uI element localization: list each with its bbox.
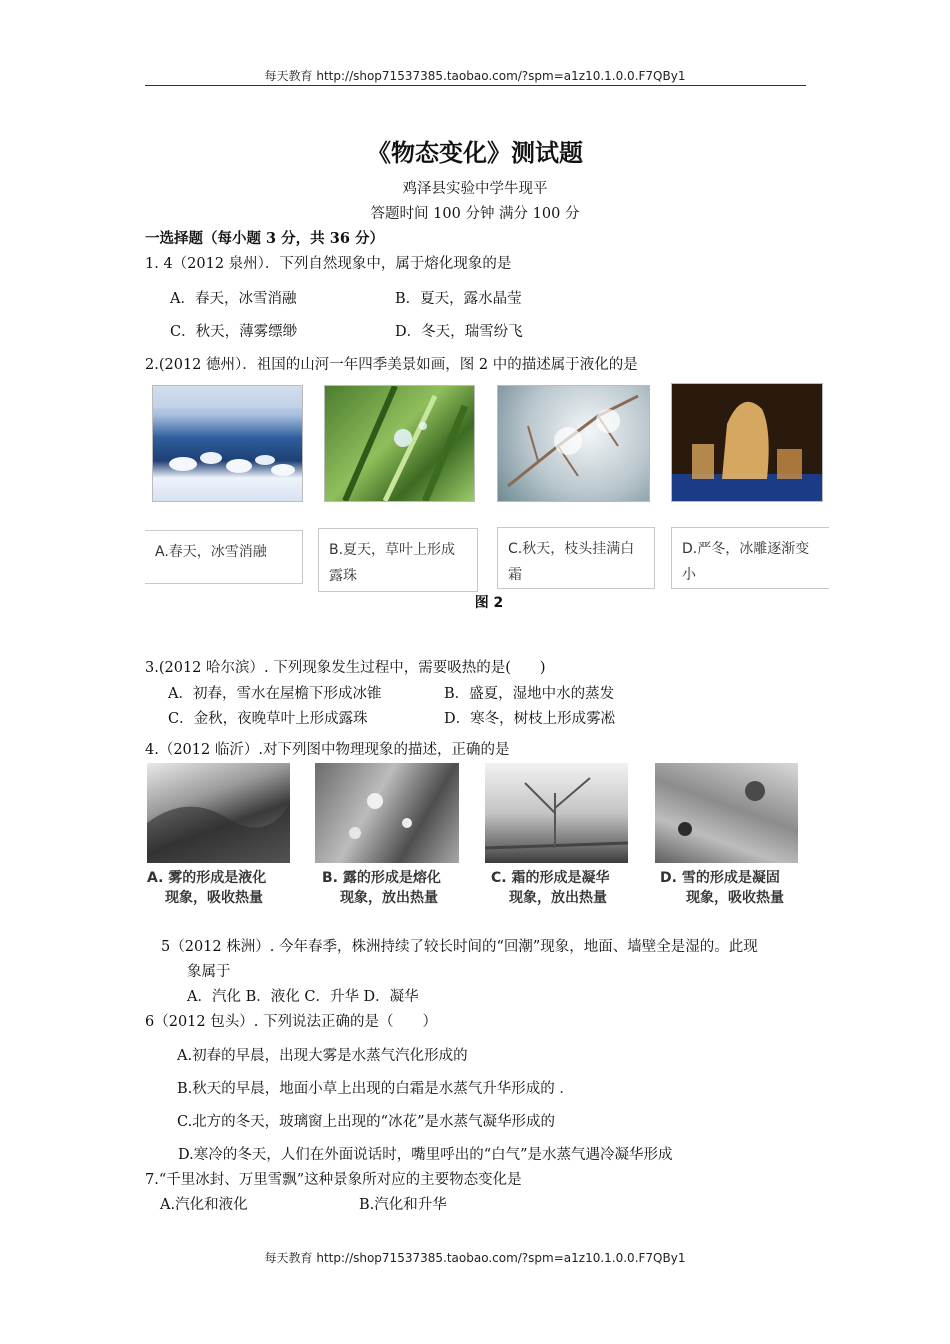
q6-option-d: D.寒冷的冬天，人们在外面说话时，嘴里呼出的“白气”是水蒸气遇冷凝华形成 xyxy=(178,1147,673,1163)
q6-stem: 6（2012 包头）. 下列说法正确的是（ ） xyxy=(145,1014,437,1030)
q7-option-a: A.汽化和液化 xyxy=(160,1197,248,1213)
q1-option-c: C．秋天，薄雾缥缈 xyxy=(170,324,298,340)
q4-caption-a-line1: A. 雾的形成是液化 xyxy=(147,870,267,886)
q2-caption-b: B.夏天，草叶上形成露珠 xyxy=(318,528,478,592)
q2-photo-snow-melting xyxy=(152,385,303,502)
q4-stem: 4.（2012 临沂）.对下列图中物理现象的描述，正确的是 xyxy=(145,742,510,758)
q3-option-d: D．寒冬，树枝上形成雾凇 xyxy=(444,711,616,727)
q6-option-a: A.初春的早晨，出现大雾是水蒸气汽化形成的 xyxy=(177,1048,468,1064)
q1-option-a: A．春天，冰雪消融 xyxy=(170,291,297,307)
q4-caption-b-line2: 现象，放出热量 xyxy=(340,890,438,906)
q1-stem: 1. 4（2012 泉州）．下列自然现象中，属于熔化现象的是 xyxy=(145,256,512,272)
q4-caption-b xyxy=(322,868,472,908)
section-heading: 一选择题（每小题 3 分，共 36 分） xyxy=(145,230,384,247)
q6-option-b: B.秋天的早晨，地面小草上出现的白霜是水蒸气升华形成的 ． xyxy=(177,1081,574,1097)
page-footer: 每天教育 http://shop71537385.taobao.com/?spm=a1z10.1.0.0.F7QBy1 xyxy=(264,1251,686,1265)
q3-option-a: A．初春，雪水在屋檐下形成冰锥 xyxy=(168,686,382,702)
q4-caption-b-line1: B. 露的形成是熔化 xyxy=(322,870,441,886)
q2-caption-c: C.秋天，枝头挂满白霜 xyxy=(497,527,655,589)
q5-stem-line2: 象属于 xyxy=(187,964,231,980)
q6-option-c: C.北方的冬天，玻璃窗上出现的“冰花”是水蒸气凝华形成的 xyxy=(177,1114,556,1130)
q3-stem: 3.(2012 哈尔滨）. 下列现象发生过程中，需要吸热的是( ) xyxy=(145,660,546,676)
exam-meta: 答题时间 100 分钟 满分 100 分 xyxy=(370,206,580,222)
q2-photo-ice-sculpture xyxy=(671,383,823,502)
header-rule xyxy=(145,85,806,86)
q7-stem: 7.“千里冰封、万里雪飘”这种景象所对应的主要物态变化是 xyxy=(145,1172,522,1188)
q4-caption-a xyxy=(147,868,297,908)
q2-caption-d: D.严冬，冰雕逐渐变小 xyxy=(671,527,829,589)
q1-option-d: D．冬天，瑞雪纷飞 xyxy=(395,324,523,340)
page-title: 《物态变化》测试题 xyxy=(367,138,583,167)
q3-option-c: C．金秋，夜晚草叶上形成露珠 xyxy=(168,711,368,727)
q4-photo-frost xyxy=(485,763,628,863)
q2-figure-label: 图 2 xyxy=(474,595,504,611)
q4-caption-d xyxy=(660,868,810,908)
q7-option-b: B.汽化和升华 xyxy=(359,1197,447,1213)
q5-stem-line1: 5（2012 株洲）. 今年春季，株洲持续了较长时间的“回潮”现象，地面、墙壁全是湿的。此现 xyxy=(161,939,758,955)
q5-options: A．汽化 B．液化 C．升华 D．凝华 xyxy=(187,989,419,1005)
q1-option-b: B．夏天，露水晶莹 xyxy=(395,291,522,307)
q2-caption-a: A.春天，冰雪消融 xyxy=(145,530,303,584)
q4-photo-snow xyxy=(655,763,798,863)
author-line: 鸡泽县实验中学牛现平 xyxy=(402,181,548,197)
q4-caption-d-line1: D. 雪的形成是凝固 xyxy=(660,870,780,886)
q4-caption-c-line1: C. 霜的形成是凝华 xyxy=(491,870,610,886)
q4-caption-c-line2: 现象，放出热量 xyxy=(509,890,607,906)
q2-stem: 2.(2012 德州）．祖国的山河一年四季美景如画，图 2 中的描述属于液化的是 xyxy=(145,357,638,373)
q4-photo-dew xyxy=(315,763,459,863)
q4-caption-d-line2: 现象，吸收热量 xyxy=(686,890,784,906)
q4-caption-c xyxy=(491,868,641,908)
q4-caption-a-line2: 现象，吸收热量 xyxy=(165,890,263,906)
page-header: 每天教育 http://shop71537385.taobao.com/?spm=a1z10.1.0.0.F7QBy1 xyxy=(264,69,686,83)
q2-photo-frost-on-branch xyxy=(497,385,650,502)
q3-option-b: B．盛夏，湿地中水的蒸发 xyxy=(444,686,615,702)
q4-photo-fog xyxy=(147,763,290,863)
q2-photo-dew-on-grass xyxy=(324,385,475,502)
